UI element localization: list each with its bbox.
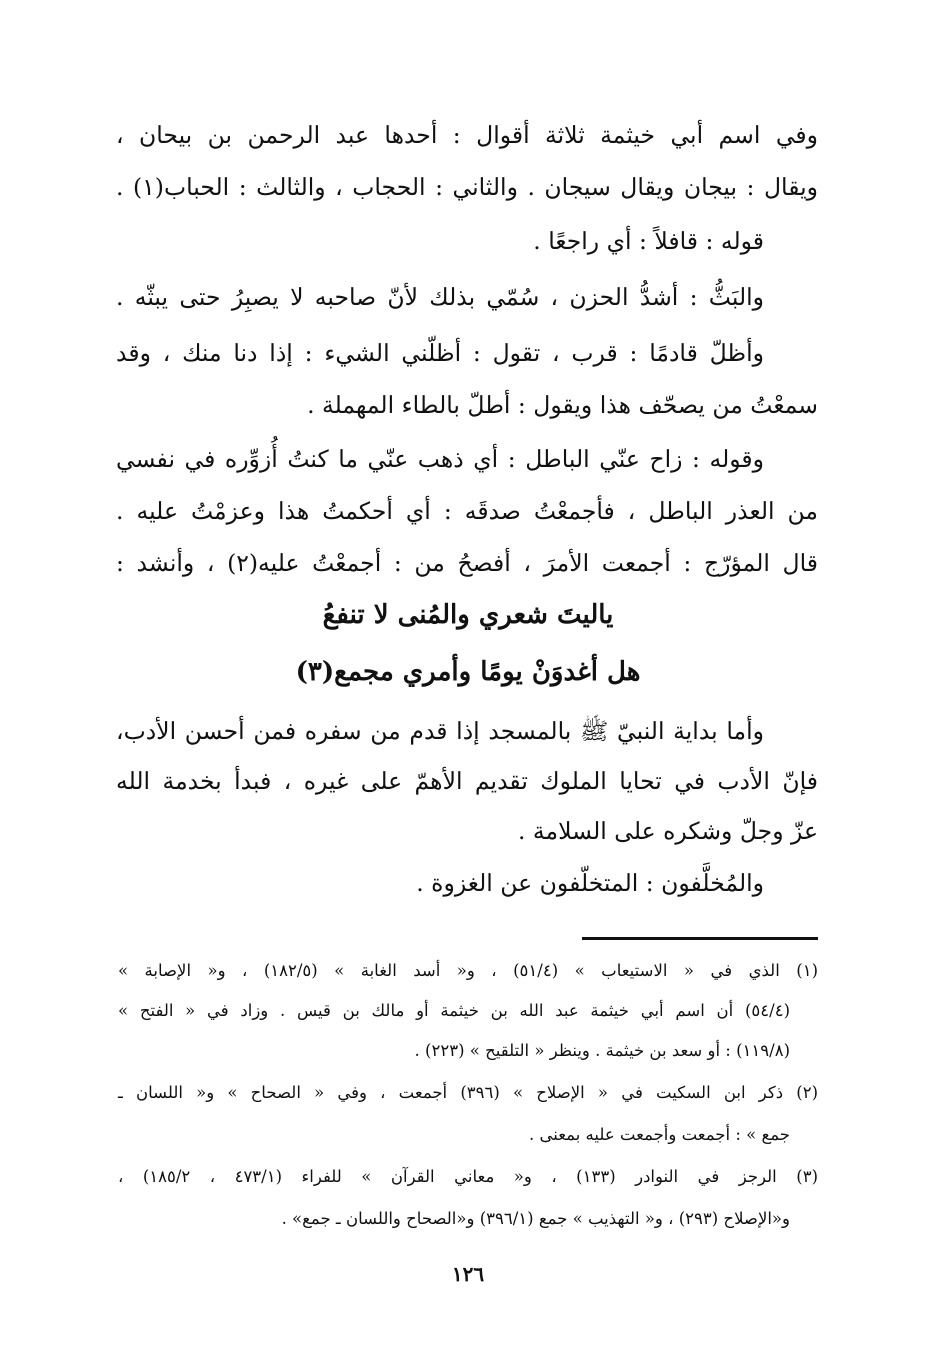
body-line: قال المؤرّج : أجمعت الأمرَ ، أفصحُ من : أجمعْتُ عليه(٢) ، وأنشد : (116, 549, 818, 577)
footnote-line: (٣) الرجز في النوادر (١٣٣) ، و« معاني القرآن » للفراء (٤٧٣/١ ، ١٨٥/٢) ، (118, 1167, 818, 1186)
body-line: والبَثُّ : أشدُّ الحزن ، سُمّي بذلك لأنّ صاحبه لا يصبِرُ حتى يبثّه . (116, 283, 764, 311)
body-line: وفي اسم أبي خيثمة ثلاثة أقوال : أحدها عبد الرحمن بن بيحان ، (116, 121, 818, 149)
body-line: ويقال : بيجان ويقال سيجان . والثاني : الحجاب ، والثالث : الحباب(١) . (116, 173, 818, 201)
body-line: وقوله : زاح عنّي الباطل : أي ذهب عنّي ما كنتُ أُزوِّره في نفسي (116, 445, 764, 473)
poem-verse: ياليتَ شعري والمُنى لا تنفعُ (322, 600, 614, 630)
body-line: وأما بداية النبيّ ﷺ بالمسجد إذا قدم من سفره فمن أحسن الأدب، (116, 717, 764, 745)
body-line: سمعْتُ من يصحّف هذا ويقول : أطلّ بالطاء المهملة . (307, 391, 818, 419)
footnote-line: (٢) ذكر ابن السكيت في « الإصلاح » (٣٩٦) أجمعت ، وفي « الصحاح » و« اللسان ـ (118, 1083, 818, 1102)
body-line: وأظلّ قادمًا : قرب ، تقول : أظلّني الشيء : إذا دنا منك ، وقد (116, 339, 764, 367)
body-line: من العذر الباطل ، فأجمعْتُ صدقَه : أي أحكمتُ هذا وعزمْتُ عليه . (116, 497, 818, 525)
body-line: والمُخلَّفون : المتخلّفون عن الغزوة . (416, 869, 764, 897)
body-line: فإنّ الأدب في تحايا الملوك تقديم الأهمّ على غيره ، فبدأ بخدمة الله (116, 767, 818, 795)
footnote-separator (582, 937, 818, 940)
footnote-line: جمع » : أجمعت وأجمعت عليه بمعنى . (528, 1125, 790, 1144)
body-line: قوله : قافلاً : أي راجعًا . (533, 227, 764, 255)
footnote-line: و«الإصلاح (٢٩٣) ، و« التهذيب » جمع (٣٩٦/١) و«الصحاح واللسان ـ جمع» . (281, 1209, 790, 1228)
page-number: ١٢٦ (451, 1262, 485, 1286)
footnote-line: (٥٤/٤) أن اسم أبي خيثمة عبد الله بن خيثمة أو مالك بن قيس . وزاد في « الفتح » (118, 1001, 790, 1020)
footnote-line: (١) الذي في « الاستيعاب » (٥١/٤) ، و« أسد الغابة » (١٨٢/٥) ، و« الإصابة » (118, 961, 818, 980)
footnote-line: (١١٩/٨) : أو سعد بن خيثمة . وينظر « التلقيح » (٢٢٣) . (414, 1041, 790, 1060)
body-line: عزّ وجلّ وشكره على السلامة . (517, 817, 818, 845)
poem-verse: هل أغدوَنْ يومًا وأمري مجمع(٣) (295, 657, 641, 687)
